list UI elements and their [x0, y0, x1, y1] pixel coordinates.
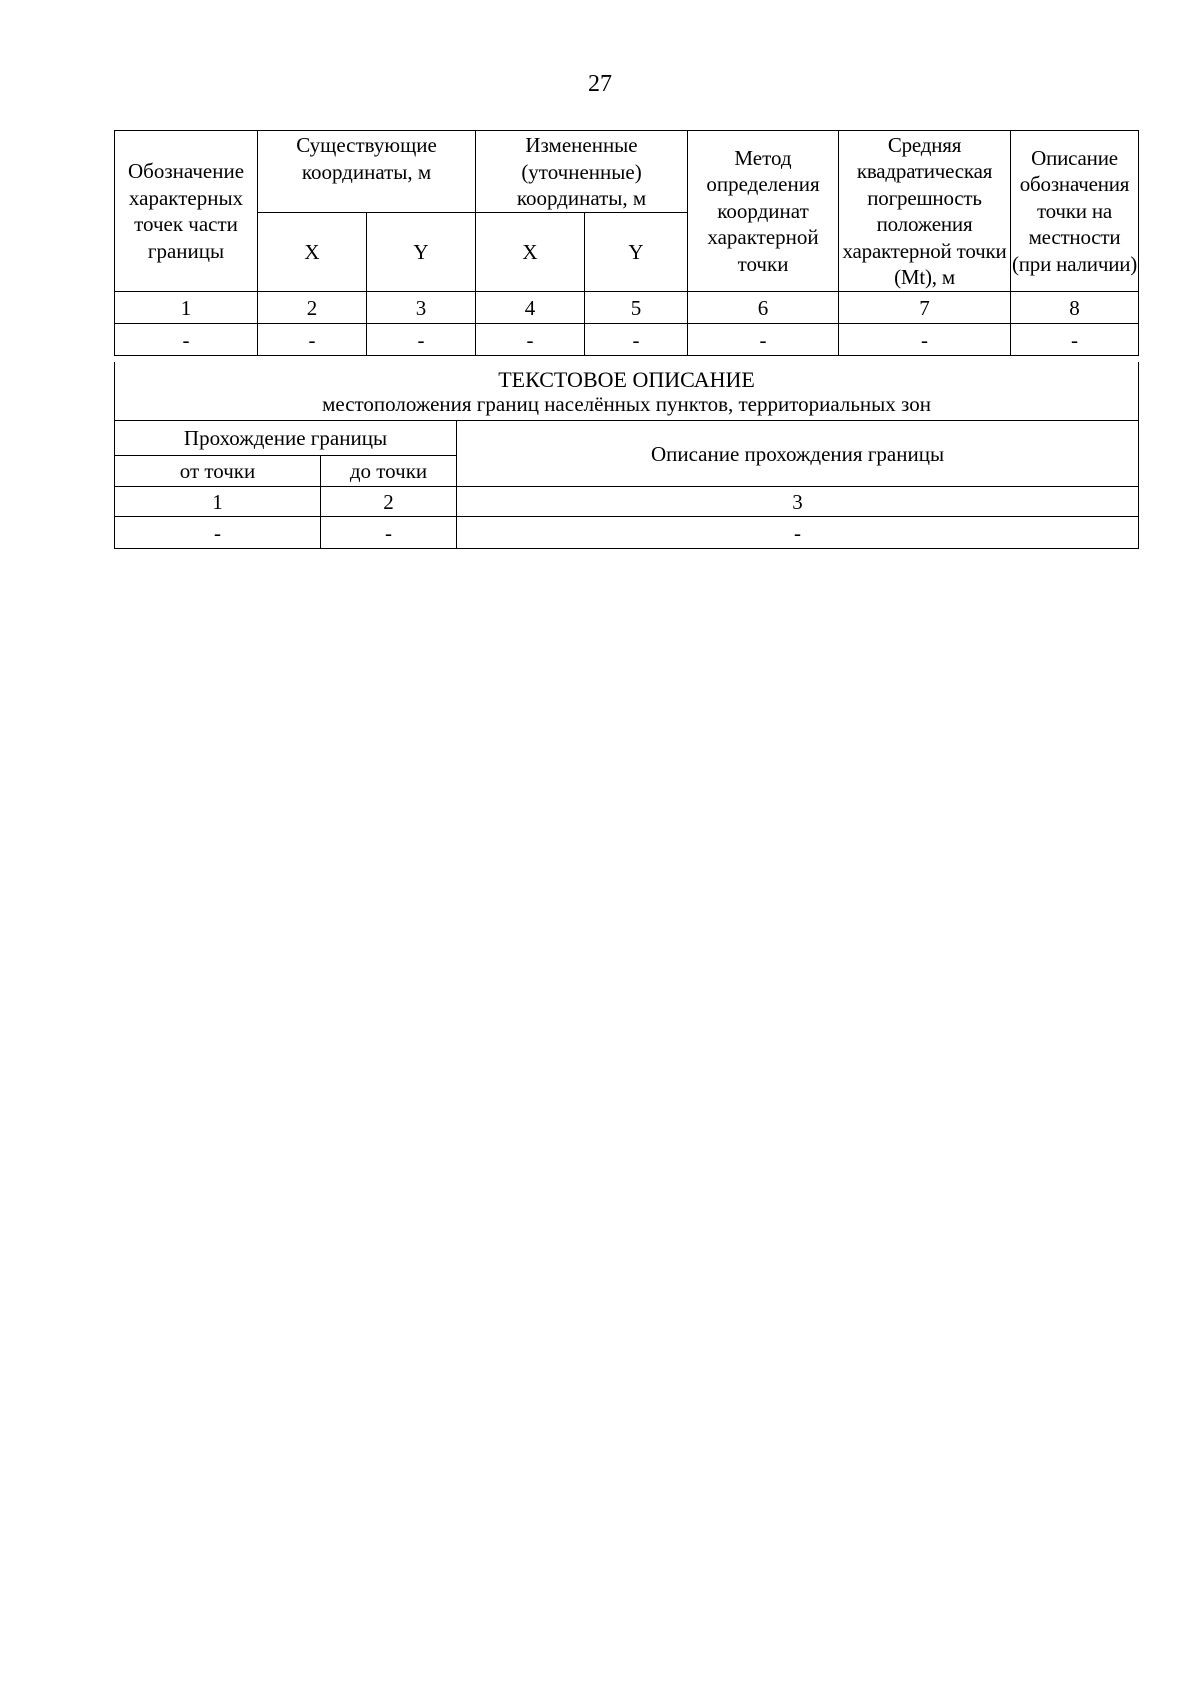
title-main: ТЕКСТОВОЕ ОПИСАНИЕ: [498, 367, 755, 392]
header-changed-coordinates: Измененные (уточненные) координаты, м: [476, 131, 688, 213]
table-cell: -: [1011, 324, 1139, 356]
table-row: [115, 517, 1139, 549]
table-cell: -: [258, 324, 367, 356]
column-number: 3: [367, 292, 476, 324]
table-cell: -: [367, 324, 476, 356]
table-cell: -: [585, 324, 688, 356]
title-subtitle: местоположения границ населённых пунктов, территориальных зон: [322, 392, 931, 416]
header-existing-y: Y: [367, 213, 476, 292]
header-row: [115, 421, 1139, 456]
table-cell: -: [457, 517, 1139, 549]
column-numbers-row: [115, 487, 1139, 517]
coordinates-table: [114, 130, 1139, 356]
column-number: 2: [258, 292, 367, 324]
title-row: [115, 362, 1139, 421]
column-number: 5: [585, 292, 688, 324]
header-from-point: от точки: [115, 456, 321, 487]
table-row: [115, 324, 1139, 356]
column-numbers-row: [115, 292, 1139, 324]
column-number: 7: [839, 292, 1011, 324]
table-cell: -: [476, 324, 585, 356]
table-cell: -: [115, 517, 321, 549]
table-cell: -: [839, 324, 1011, 356]
header-row: [115, 131, 1139, 213]
table-cell: -: [688, 324, 839, 356]
column-number: 6: [688, 292, 839, 324]
page-number: 27: [588, 71, 612, 97]
text-description-title: [115, 362, 1139, 421]
header-designation: Обозначение характерных точек части границы: [115, 131, 258, 292]
header-changed-x: X: [476, 213, 585, 292]
header-to-point: до точки: [321, 456, 457, 487]
column-number: 2: [321, 487, 457, 517]
column-number: 4: [476, 292, 585, 324]
header-existing-x: X: [258, 213, 367, 292]
column-number: 1: [115, 292, 258, 324]
header-method: Метод определения координат характерной точки: [688, 131, 839, 292]
text-description-table: [114, 362, 1139, 549]
header-existing-coordinates: Существующие координаты, м: [258, 131, 476, 213]
header-passage-description: Описание прохождения границы: [457, 421, 1139, 487]
header-passage: Прохождение границы: [115, 421, 457, 456]
header-point-description: Описание обозначения точки на местности (при наличии): [1011, 131, 1139, 292]
table-cell: -: [115, 324, 258, 356]
column-number: 8: [1011, 292, 1139, 324]
header-changed-y: Y: [585, 213, 688, 292]
column-number: 1: [115, 487, 321, 517]
column-number: 3: [457, 487, 1139, 517]
table-cell: -: [321, 517, 457, 549]
header-mean-error: Средняя квадратическая погрешность положения характерной точки (Mt), м: [839, 131, 1011, 292]
